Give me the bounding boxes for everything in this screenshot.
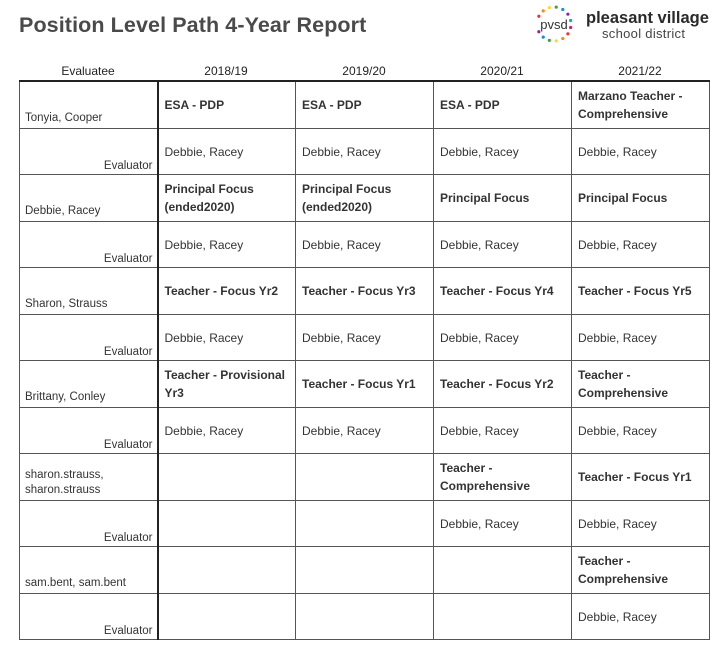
position-cell: Teacher - Focus Yr1 <box>572 454 710 501</box>
evaluator-label <box>20 222 158 268</box>
evaluatee-name <box>20 361 158 408</box>
position-row <box>20 454 710 501</box>
logo-subtitle: school district <box>602 26 686 41</box>
position-cell: Principal Focus <box>572 175 710 222</box>
logo-dot <box>566 13 569 16</box>
header-year-1: 2018/19 <box>204 64 248 78</box>
evaluator-cell: Debbie, Racey <box>158 222 296 268</box>
position-cell: ESA - PDP <box>434 81 572 129</box>
evaluator-cell: Debbie, Racey <box>572 222 710 268</box>
row-label: Sharon, Strauss <box>25 298 108 310</box>
evaluator-cell <box>296 501 434 547</box>
position-cell: ESA - PDP <box>296 81 434 129</box>
evaluator-cell: Debbie, Racey <box>296 408 434 454</box>
position-row <box>20 268 710 315</box>
evaluator-cell: Debbie, Racey <box>158 315 296 361</box>
evaluator-cell: Debbie, Racey <box>572 408 710 454</box>
logo-name: pleasant village <box>586 9 709 27</box>
row-label: Evaluator <box>103 346 153 358</box>
evaluator-label <box>20 501 158 547</box>
evaluator-cell: Debbie, Racey <box>296 315 434 361</box>
report-title: Position Level Path 4-Year Report <box>19 13 367 37</box>
row-label: sharon.strauss, sharon.strauss <box>25 469 104 496</box>
position-cell: Principal Focus (ended2020) <box>296 175 434 222</box>
position-cell <box>158 547 296 594</box>
position-cell: Teacher - Focus Yr1 <box>296 361 434 408</box>
header-year-2: 2019/20 <box>342 64 386 78</box>
position-cell <box>158 454 296 501</box>
header-evaluatee: Evaluatee <box>61 64 115 78</box>
evaluator-cell: Debbie, Racey <box>434 315 572 361</box>
evaluator-cell <box>158 594 296 640</box>
evaluator-cell: Debbie, Racey <box>434 222 572 268</box>
logo-dot <box>561 8 564 11</box>
logo-dot <box>548 6 551 9</box>
position-cell: Teacher - Focus Yr2 <box>158 268 296 315</box>
logo-dot <box>561 37 564 40</box>
row-label: sam.bent, sam.bent <box>25 577 126 589</box>
evaluatee-name <box>20 547 158 594</box>
evaluator-cell <box>158 501 296 547</box>
evaluator-cell: Debbie, Racey <box>296 222 434 268</box>
row-label: Tonyia, Cooper <box>25 112 103 124</box>
evaluator-row <box>20 501 710 547</box>
evaluatee-name <box>20 81 158 129</box>
evaluator-cell: Debbie, Racey <box>434 501 572 547</box>
position-row <box>20 81 710 129</box>
evaluator-cell: Debbie, Racey <box>434 408 572 454</box>
evaluator-cell <box>434 594 572 640</box>
evaluator-label <box>20 129 158 175</box>
evaluator-row <box>20 408 710 454</box>
logo-dot <box>569 26 572 29</box>
row-label: Evaluator <box>103 532 153 544</box>
position-row <box>20 547 710 594</box>
report-table <box>19 80 710 640</box>
position-cell: ESA - PDP <box>158 81 296 129</box>
logo-mark-text: pvsd <box>540 17 568 32</box>
position-cell <box>434 547 572 594</box>
position-cell: Teacher - Focus Yr2 <box>434 361 572 408</box>
logo-dot <box>542 36 545 39</box>
evaluator-cell: Debbie, Racey <box>158 408 296 454</box>
row-label: Evaluator <box>103 160 153 172</box>
evaluator-cell: Debbie, Racey <box>296 129 434 175</box>
evaluatee-name <box>20 175 158 222</box>
position-cell: Principal Focus (ended2020) <box>158 175 296 222</box>
position-cell: Teacher - Comprehensive <box>572 547 710 594</box>
evaluator-cell: Debbie, Racey <box>572 594 710 640</box>
evaluatee-name <box>20 268 158 315</box>
evaluator-label <box>20 315 158 361</box>
district-logo <box>533 4 713 44</box>
evaluator-label <box>20 408 158 454</box>
row-label: Evaluator <box>103 625 153 637</box>
evaluator-cell: Debbie, Racey <box>158 129 296 175</box>
position-cell: Teacher - Comprehensive <box>572 361 710 408</box>
header-year-3: 2020/21 <box>480 64 524 78</box>
evaluator-cell: Debbie, Racey <box>434 129 572 175</box>
evaluatee-name <box>20 454 158 501</box>
row-label: Evaluator <box>103 253 153 265</box>
logo-dot <box>542 9 545 12</box>
evaluator-cell <box>296 594 434 640</box>
position-cell: Teacher - Focus Yr5 <box>572 268 710 315</box>
row-label: Evaluator <box>103 439 153 451</box>
position-row <box>20 175 710 222</box>
logo-dot <box>555 6 558 9</box>
position-cell: Marzano Teacher - Comprehensive <box>572 81 710 129</box>
evaluator-row <box>20 129 710 175</box>
position-cell: Teacher - Provisional Yr3 <box>158 361 296 408</box>
position-cell: Teacher - Focus Yr3 <box>296 268 434 315</box>
position-cell: Teacher - Comprehensive <box>434 454 572 501</box>
logo-dot <box>569 19 572 22</box>
row-label: Debbie, Racey <box>25 205 101 217</box>
evaluator-cell: Debbie, Racey <box>572 501 710 547</box>
header-year-4: 2021/22 <box>618 64 662 78</box>
evaluator-row <box>20 594 710 640</box>
logo-dot <box>566 32 569 35</box>
position-cell <box>296 547 434 594</box>
evaluator-row <box>20 315 710 361</box>
logo-dot <box>548 39 551 42</box>
position-cell: Teacher - Focus Yr4 <box>434 268 572 315</box>
position-cell <box>296 454 434 501</box>
position-row <box>20 361 710 408</box>
row-label: Brittany, Conley <box>25 391 106 403</box>
evaluator-row <box>20 222 710 268</box>
evaluator-cell: Debbie, Racey <box>572 129 710 175</box>
logo-dot <box>555 39 558 42</box>
evaluator-label <box>20 594 158 640</box>
evaluator-cell: Debbie, Racey <box>572 315 710 361</box>
pvsd-logo-icon <box>533 4 575 44</box>
position-cell: Principal Focus <box>434 175 572 222</box>
